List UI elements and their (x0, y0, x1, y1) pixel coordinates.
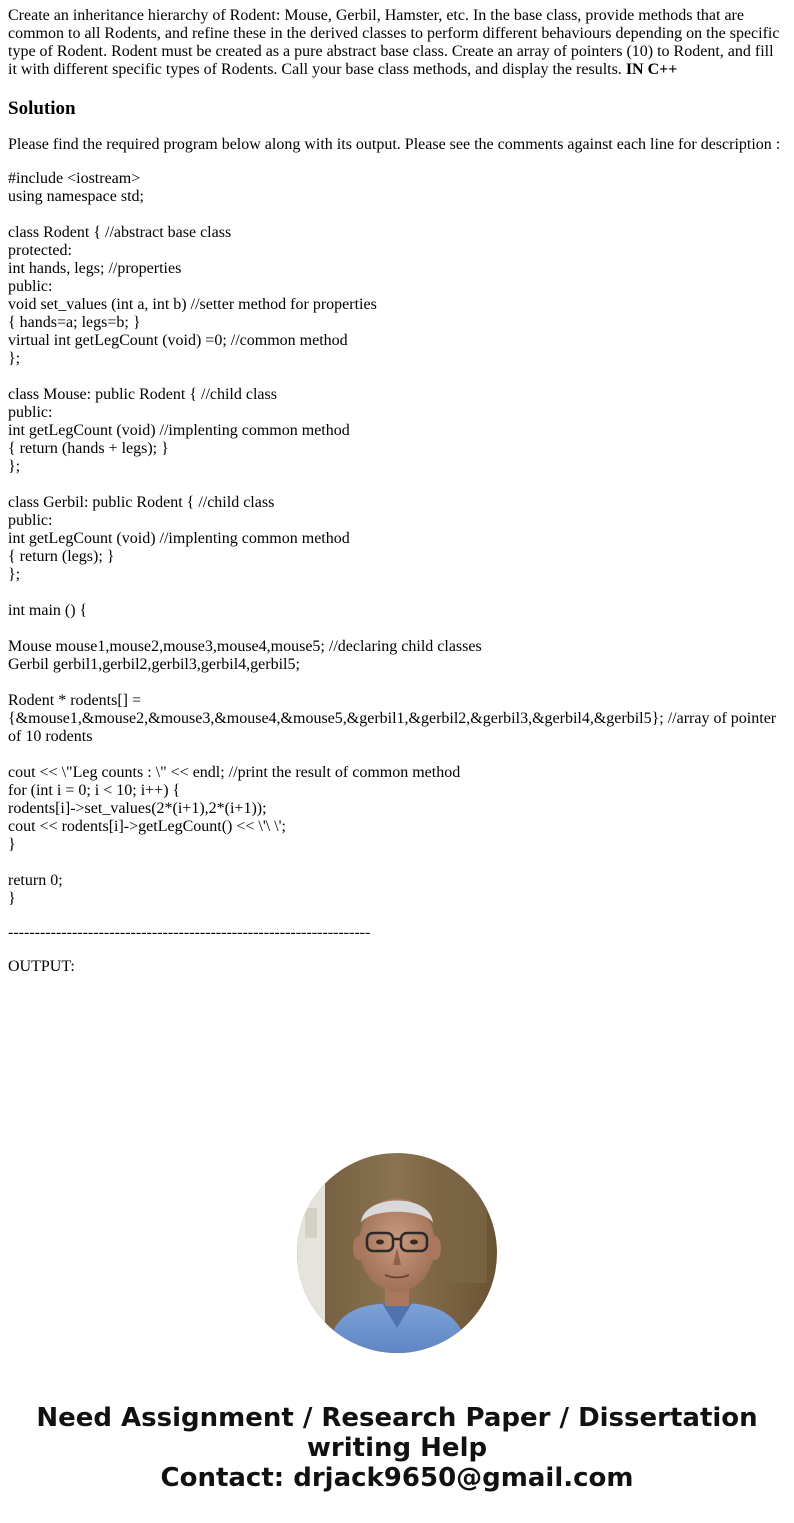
code-line: return 0; (8, 872, 63, 889)
code-line (8, 674, 786, 692)
code-line (8, 206, 786, 224)
code-line: cout << \"Leg counts : \" << endl; //print the result of common method (8, 764, 461, 781)
separator-line: -------------------------------------------------------------------- (8, 924, 371, 941)
code-listing (8, 170, 786, 908)
code-line: { return (legs); } (8, 548, 115, 565)
code-line: } (8, 836, 16, 853)
code-line (8, 620, 786, 638)
promo-banner-line-2: writing Help (306, 1433, 488, 1463)
code-line: Gerbil gerbil1,gerbil2,gerbil3,gerbil4,gerbil5; (8, 656, 300, 673)
code-line: public: (8, 278, 53, 295)
author-photo (297, 1153, 497, 1353)
code-line: Mouse mouse1,mouse2,mouse3,mouse4,mouse5; //declaring child classes (8, 638, 482, 655)
code-line: public: (8, 512, 53, 529)
code-line: class Mouse: public Rodent { //child class (8, 386, 277, 403)
promo-banner-line-1: Need Assignment / Research Paper / Dissertation (36, 1403, 758, 1433)
code-line: { return (hands + legs); } (8, 440, 169, 457)
promo-banner (0, 1403, 794, 1493)
code-line: rodents[i]->set_values(2*(i+1),2*(i+1)); (8, 800, 267, 817)
question-paragraph (8, 7, 786, 79)
code-line: class Rodent { //abstract base class (8, 224, 232, 241)
solution-heading: Solution (8, 98, 76, 119)
code-line: for (int i = 0; i < 10; i++) { (8, 782, 181, 799)
code-line: void set_values (int a, int b) //setter method for properties (8, 296, 377, 313)
output-label: OUTPUT: (8, 958, 75, 975)
code-line (8, 368, 786, 386)
code-line: protected: (8, 242, 72, 259)
code-line: Rodent * rodents[] = (8, 692, 141, 709)
code-line (8, 584, 786, 602)
code-line: } (8, 890, 16, 907)
question-text: Create an inheritance hierarchy of Rodent: Mouse, Gerbil, Hamster, etc. In the base class, provide methods that are common to all Rodents, and refine these in the derived classes to perform different behaviours depending on the specific type of Rodent. Rodent must be created as a pure abstract base class. Create an array of pointers (10) to Rodent, and fill it with different specific types of Rodents. Call your base class methods, and display the results. (8, 7, 780, 78)
code-line (8, 476, 786, 494)
code-line: using namespace std; (8, 188, 144, 205)
code-line: cout << rodents[i]->getLegCount() << \'\ \'; (8, 818, 286, 835)
question-language-emphasis: IN C++ (625, 61, 678, 78)
promo-banner-contact: Contact: drjack9650@gmail.com (160, 1463, 634, 1493)
code-line: virtual int getLegCount (void) =0; //common method (8, 332, 348, 349)
code-line: }; (8, 458, 21, 475)
document-content (8, 7, 786, 976)
solution-intro: Please find the required program below along with its output. Please see the comments against each line for description : (8, 136, 781, 153)
code-line: {&mouse1,&mouse2,&mouse3,&mouse4,&mouse5,&gerbil1,&gerbil2,&gerbil3,&gerbil4,&gerbil5}; //array of pointer of 10 rodents (8, 710, 781, 745)
code-line: int getLegCount (void) //implenting common method (8, 530, 350, 547)
code-line: int hands, legs; //properties (8, 260, 182, 277)
code-line: }; (8, 350, 21, 367)
code-line: int main () { (8, 602, 88, 619)
code-line: { hands=a; legs=b; } (8, 314, 141, 331)
code-line (8, 854, 786, 872)
author-photo-image (297, 1153, 497, 1353)
code-line (8, 746, 786, 764)
code-line: int getLegCount (void) //implenting common method (8, 422, 350, 439)
code-line: public: (8, 404, 53, 421)
code-line: #include <iostream> (8, 170, 141, 187)
code-line: class Gerbil: public Rodent { //child class (8, 494, 275, 511)
code-line: }; (8, 566, 21, 583)
